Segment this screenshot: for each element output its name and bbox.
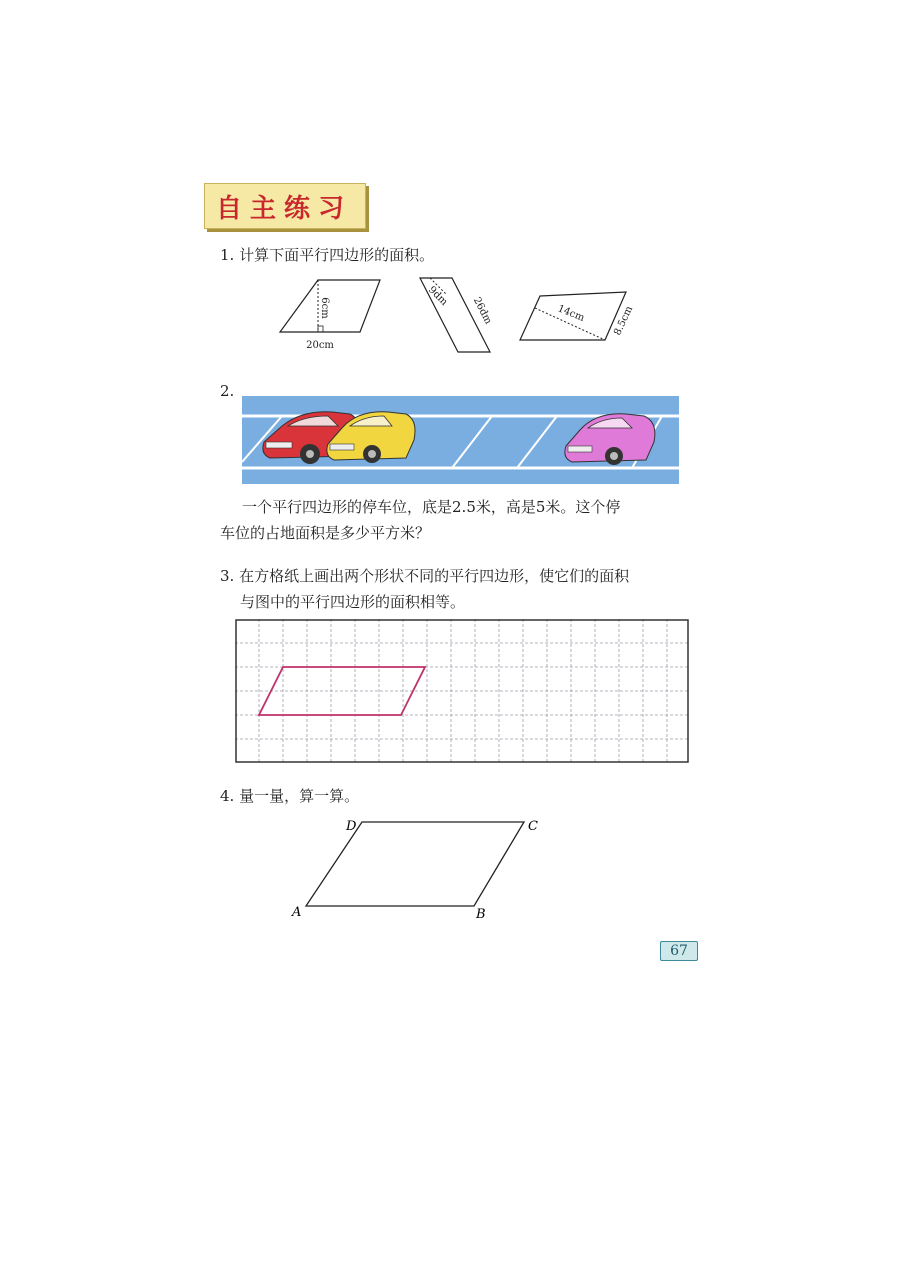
fig2-height-label: 9dm [426,284,450,308]
vertex-a-label: A [292,905,302,920]
fig3-base-label: 14cm [555,303,586,324]
vertex-c-label: C [528,819,538,834]
page-number: 67 [660,941,698,961]
vertex-b-label: B [476,907,486,922]
parallelogram-abcd [280,812,550,924]
question-4-text: 4. 量一量，算一算。 [220,787,360,805]
fig1-height-label: 6cm [319,297,330,319]
question-3-line-1: 3. 在方格纸上画出两个形状不同的平行四边形，使它们的面积 [220,567,630,585]
question-1-figures [270,270,650,365]
question-2-line-1: 一个平行四边形的停车位，底是2.5米，高是5米。这个停 [242,498,621,516]
question-1-text: 1. 计算下面平行四边形的面积。 [220,246,435,264]
question-3-line-2: 与图中的平行四边形的面积相等。 [240,593,466,611]
parallelogram-figure-1 [280,280,380,351]
question-2-number: 2. [220,382,235,400]
parallelogram-figure-3 [520,292,635,340]
parking-illustration [242,396,679,484]
fig3-height-label: 8.5cm [612,304,636,338]
vertex-d-label: D [346,819,357,834]
fig1-base-label: 20cm [306,340,334,351]
parallelogram-figure-2 [420,278,494,352]
grid-paper [235,619,690,764]
question-2-line-2: 车位的占地面积是多少平方米？ [220,524,431,542]
fig2-base-label: 26dm [470,295,494,327]
section-heading: 自主练习 [216,194,353,224]
